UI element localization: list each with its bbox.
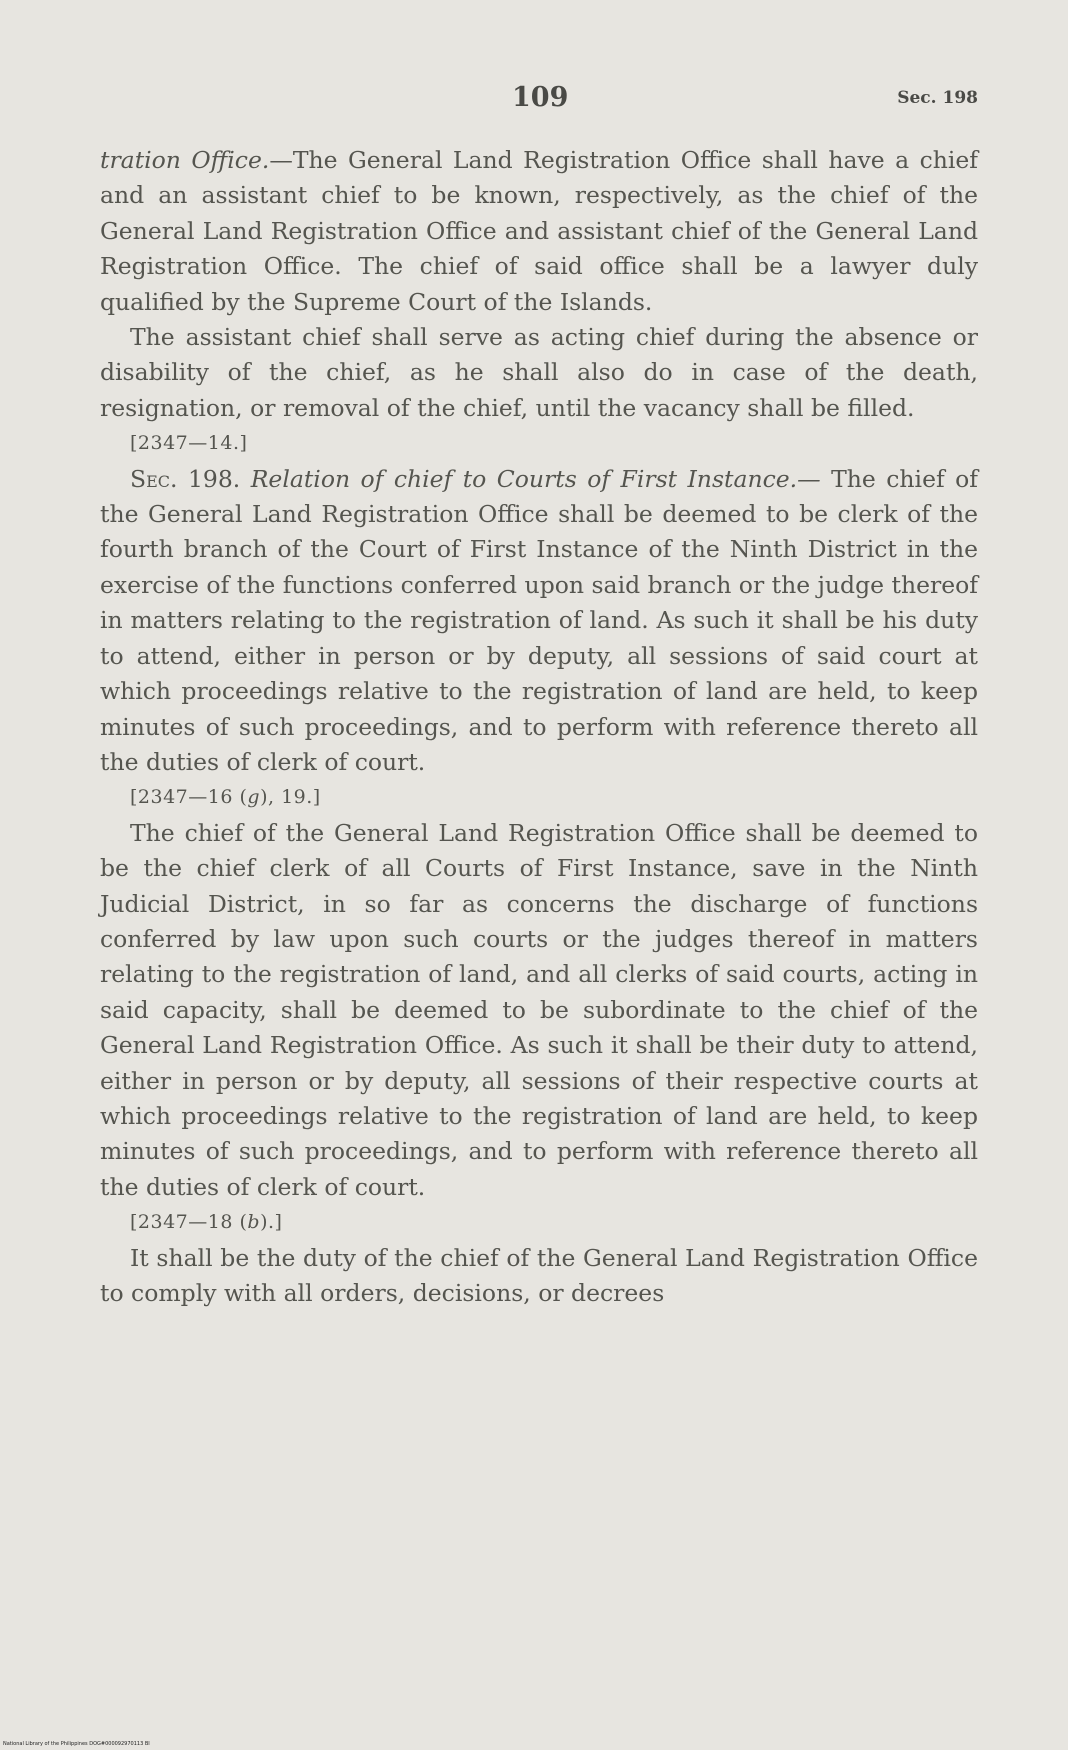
paragraph-assistant-chief: The assistant chief shall serve as acting chief during the absence or disability of the chief, as he shall also do in case of the death, resignation, or removal of the chief, until the vacancy shall be filled. xyxy=(100,323,978,422)
citation-part: b xyxy=(247,1211,261,1234)
citation-part: ).] xyxy=(260,1211,283,1234)
section-198-paragraph xyxy=(100,462,978,781)
citation-part: g xyxy=(247,786,261,809)
citation-1: [2347—14.] xyxy=(130,432,248,455)
citation-part: [2347—16 ( xyxy=(130,786,248,809)
page-header xyxy=(100,82,978,122)
section-title: Relation of chief to Courts of First Instance.— xyxy=(250,464,821,493)
citation-part: [2347—18 ( xyxy=(130,1211,248,1234)
paragraph-chief-office xyxy=(100,143,978,320)
citation-2 xyxy=(100,780,978,815)
paragraph-text: —The General Land Registration Office shall have a chief and an assistant chief to be known, respectively, as the chief of the General Land Registration Office and assistant chief of the General Land Registration Office. The chief of said office shall be a lawyer duly qualified by the Supreme Court of the Islands. xyxy=(100,146,978,316)
continued-heading-fragment: tration Office. xyxy=(100,146,270,174)
section-number: Sec. 198. xyxy=(130,464,241,493)
paragraph-chief-clerk: The chief of the General Land Registration Office shall be deemed to be the chief clerk of all Courts of First Instance, save in the Ninth Judicial District, in so far as concerns the discharge of functions conferred by law upon such courts or the judges thereof in matters relating to the registration of land, and all clerks of said courts, acting in said capacity, shall be deemed to be subordinate to the chief of the General Land Registration Office. As such it shall be their duty to attend, either in person or by deputy, all sessions of their respective courts at which proceedings relative to the registration of land are held, to keep minutes of such proceedings, and to perform with reference thereto all the duties of clerk of court. xyxy=(100,818,978,1201)
page-body xyxy=(100,143,978,1311)
citation-3 xyxy=(100,1205,978,1240)
page-number: 109 xyxy=(512,82,569,113)
paragraph-duty: It shall be the duty of the chief of the General Land Registration Office to comply with all orders, decisions, or decrees xyxy=(100,1243,978,1307)
citation-part: ), 19.] xyxy=(260,786,321,809)
paragraph-text: The chief of the General Land Registration Office shall be deemed to be clerk of the fourth branch of the Court of First Instance of the Ninth District in the exercise of the functions conferred upon said branch or the judge thereof in matters relating to the registration of land. As such it shall be his duty to attend, either in person or by deputy, all sessions of said court at which proceedings relative to the registration of land are held, to keep minutes of such proceedings, and to perform with reference thereto all the duties of clerk of court. xyxy=(100,464,978,776)
running-section-reference: Sec. 198 xyxy=(897,88,978,108)
scan-footer-note: National Library of the Philippines DOG#000092970113 BI xyxy=(3,1741,150,1747)
